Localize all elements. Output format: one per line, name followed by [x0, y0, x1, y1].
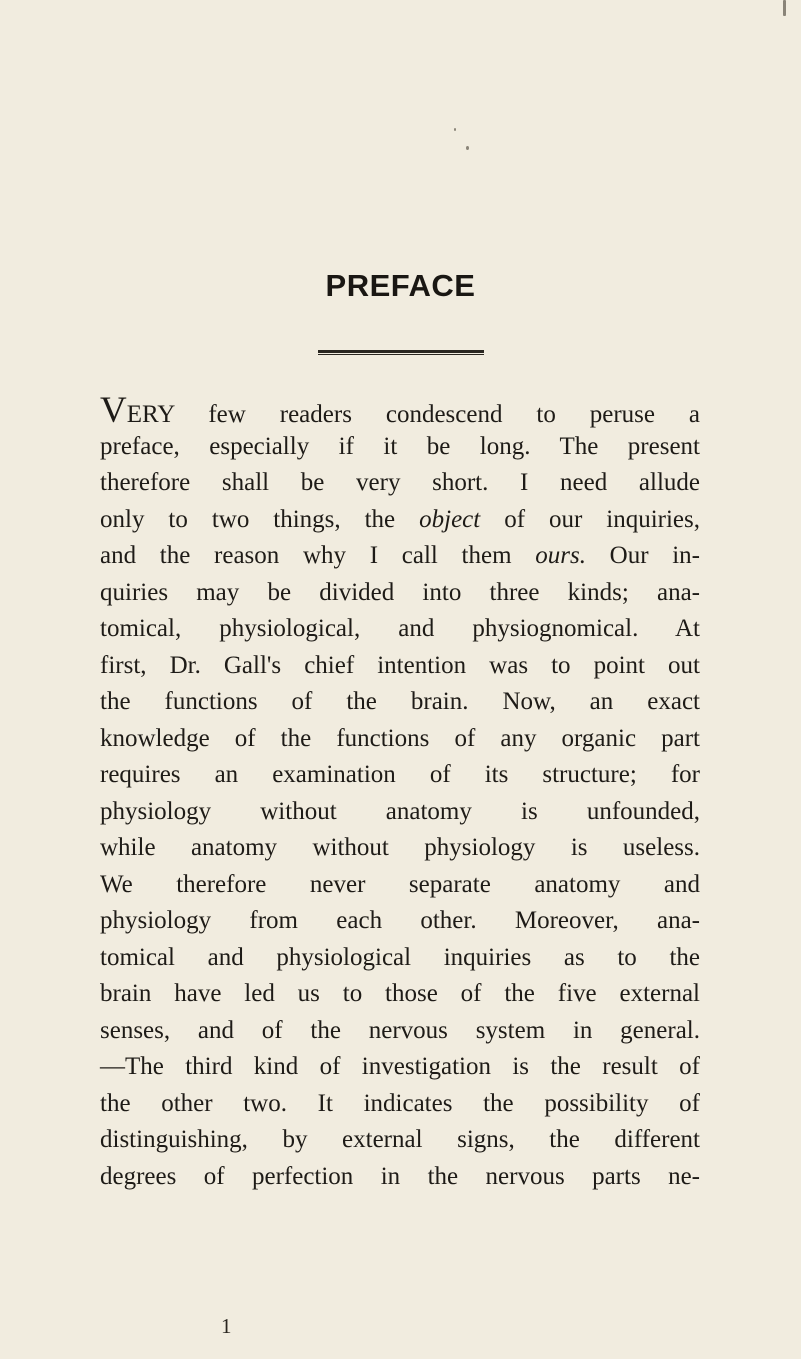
first-line-rest: few readers condescend to peruse a — [208, 401, 701, 428]
text-line-18: senses, and of the nervous system in general. — [100, 1016, 700, 1044]
text-line-1 — [100, 392, 700, 429]
emphasis-ours: ours. — [535, 542, 586, 569]
text-line-14: We therefore never separate anatomy and — [100, 870, 700, 898]
text-line-15: physiology from each other. Moreover, ana- — [100, 907, 700, 934]
text-line-3: therefore shall be very short. I need allude — [100, 469, 700, 496]
text-line-4: only to two things, the object of our inquiries, — [100, 505, 701, 533]
text-line-7: tomical, physiological, and physiognomical. At — [100, 615, 700, 642]
text-line-12: physiology without anatomy is unfounded, — [100, 797, 700, 825]
text-line-21: distinguishing, by external signs, the different — [100, 1126, 700, 1153]
text-line-11: requires an examination of its structure; for — [100, 761, 700, 788]
text-line-5: and the reason why I call them ours. Our in- — [100, 542, 701, 569]
text-line-6: quiries may be divided into three kinds; ana- — [100, 578, 700, 606]
text-line-22: degrees of perfection in the nervous parts ne- — [100, 1162, 700, 1190]
paper-speck — [454, 128, 456, 131]
preface-text — [100, 392, 700, 1195]
paper-speck — [783, 0, 786, 16]
text-line-2: preface, especially if it be long. The present — [100, 432, 700, 460]
text-line-10: knowledge of the functions of any organic part — [100, 724, 700, 752]
signature-mark: 1 — [221, 1314, 232, 1338]
text-line-17: brain have led us to those of the five external — [100, 980, 700, 1007]
emphasis-object: object — [419, 505, 481, 533]
text-line-16: tomical and physiological inquiries as to the — [100, 943, 700, 971]
text-line-20: the other two. It indicates the possibility of — [100, 1089, 700, 1117]
first-word-rest: ERY — [126, 401, 175, 428]
drop-cap: V — [100, 390, 127, 431]
text-line-8: first, Dr. Gall's chief intention was to point out — [100, 651, 700, 679]
title-rule — [318, 350, 484, 355]
text-line-19: —The third kind of investigation is the result of — [100, 1053, 700, 1080]
text-line-13: while anatomy without physiology is useless. — [100, 834, 700, 861]
paper-speck — [466, 146, 469, 150]
page-title: PREFACE — [325, 268, 476, 303]
text-line-9: the functions of the brain. Now, an exact — [100, 688, 700, 715]
